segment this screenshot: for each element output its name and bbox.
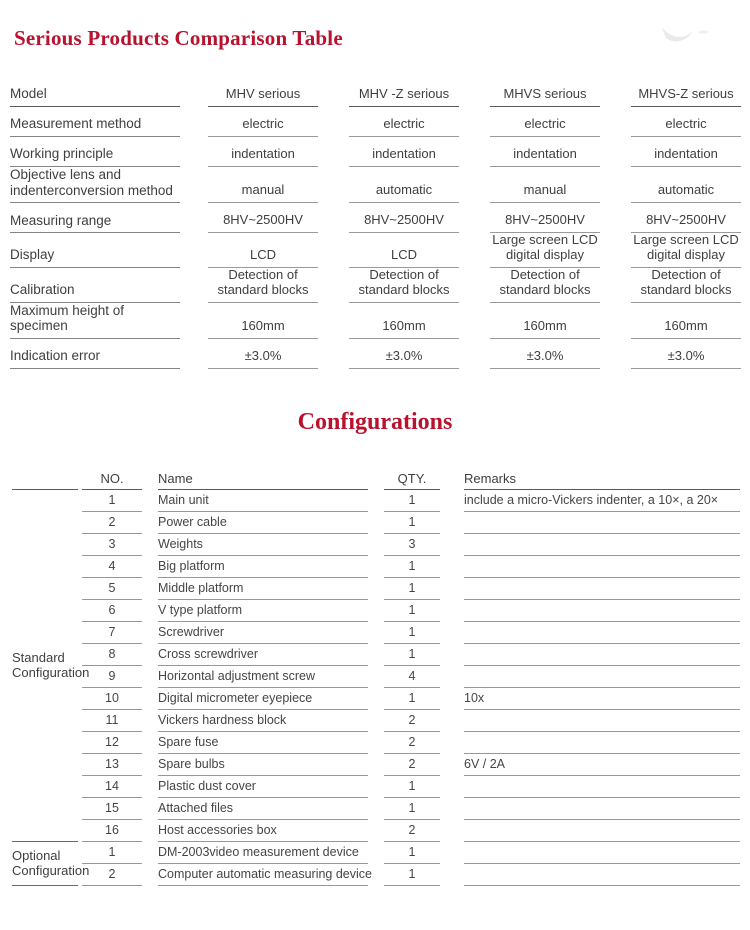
- group-label-optional: Optional Configuration: [12, 842, 78, 886]
- cell-name: Screwdriver: [158, 626, 368, 644]
- cell-qty: 3: [384, 538, 440, 556]
- cell-value: 8HV~2500HV: [208, 213, 318, 233]
- cell-qty: 1: [384, 516, 440, 534]
- column-header-mhv: MHV serious: [208, 87, 318, 107]
- corner-smudge-decoration: [642, 26, 712, 56]
- cell-name: Big platform: [158, 560, 368, 578]
- cell-no: 15: [82, 802, 142, 820]
- cell-qty: 1: [384, 846, 440, 864]
- cell-value: ±3.0%: [349, 349, 459, 369]
- cell-remarks: [464, 882, 740, 886]
- table-row: [82, 754, 740, 776]
- cell-value: ±3.0%: [631, 349, 741, 369]
- row-label: Indication error: [10, 348, 180, 369]
- table-row: [82, 644, 740, 666]
- cell-no: 12: [82, 736, 142, 754]
- cell-no: 3: [82, 538, 142, 556]
- cell-qty: 4: [384, 670, 440, 688]
- cell-name: Computer automatic measuring device: [158, 868, 368, 886]
- configurations-title: Configurations: [297, 408, 453, 435]
- table-row: [0, 107, 750, 137]
- table-row: [82, 820, 740, 842]
- cell-value: Detection of standard blocks: [349, 268, 459, 303]
- cell-qty: 1: [384, 692, 440, 710]
- cell-qty: 2: [384, 758, 440, 776]
- cell-value: 8HV~2500HV: [631, 213, 741, 233]
- cell-value: Detection of standard blocks: [208, 268, 318, 303]
- cell-value: electric: [631, 117, 741, 137]
- cell-no: 11: [82, 714, 142, 732]
- cell-value: ±3.0%: [490, 349, 600, 369]
- cell-name: Weights: [158, 538, 368, 556]
- cell-name: Horizontal adjustment screw: [158, 670, 368, 688]
- cell-qty: 1: [384, 626, 440, 644]
- cell-value: automatic: [631, 183, 741, 203]
- cell-name: Digital micrometer eyepiece: [158, 692, 368, 710]
- cell-value: Detection of standard blocks: [490, 268, 600, 303]
- cell-value: 160mm: [631, 319, 741, 339]
- cell-value: 8HV~2500HV: [349, 213, 459, 233]
- cell-value: automatic: [349, 183, 459, 203]
- cell-qty: 1: [384, 582, 440, 600]
- cell-name: DM-2003video measurement device: [158, 846, 368, 864]
- cell-name: Middle platform: [158, 582, 368, 600]
- cell-qty: 2: [384, 824, 440, 842]
- table-row: [82, 666, 740, 688]
- row-label: Objective lens and indenterconversion method: [10, 167, 180, 203]
- cell-remarks: 10x: [464, 692, 740, 710]
- cell-no: 5: [82, 582, 142, 600]
- table-row: [82, 776, 740, 798]
- cell-no: 10: [82, 692, 142, 710]
- row-label: Measuring range: [10, 213, 180, 234]
- cell-no: 9: [82, 670, 142, 688]
- cell-value: LCD: [208, 248, 318, 268]
- table-row: [82, 710, 740, 732]
- cell-name: Cross screwdriver: [158, 648, 368, 666]
- table-row: [82, 578, 740, 600]
- cell-value: Large screen LCD digital display: [631, 233, 741, 268]
- cell-value: electric: [490, 117, 600, 137]
- table-row: [82, 842, 740, 864]
- cell-qty: 1: [384, 560, 440, 578]
- cell-qty: 1: [384, 802, 440, 820]
- group-column-header-spacer: [12, 464, 78, 490]
- cell-no: 4: [82, 560, 142, 578]
- cell-qty: 1: [384, 780, 440, 798]
- column-header-model: Model: [10, 86, 180, 107]
- table-row: [82, 688, 740, 710]
- configurations-table: [12, 464, 750, 886]
- cell-no: 14: [82, 780, 142, 798]
- table-row: [82, 732, 740, 754]
- cell-value: ±3.0%: [208, 349, 318, 369]
- column-header-remarks: Remarks: [464, 472, 740, 490]
- cell-no: 1: [82, 494, 142, 512]
- cell-remarks: 6V / 2A: [464, 758, 740, 776]
- cell-value: indentation: [490, 147, 600, 167]
- cell-value: indentation: [631, 147, 741, 167]
- cell-qty: 1: [384, 868, 440, 886]
- config-rows: [82, 464, 740, 886]
- cell-name: Spare bulbs: [158, 758, 368, 776]
- cell-value: electric: [208, 117, 318, 137]
- cell-value: indentation: [349, 147, 459, 167]
- column-header-qty: QTY.: [384, 472, 440, 490]
- table-row: [82, 490, 740, 512]
- cell-name: Vickers hardness block: [158, 714, 368, 732]
- table-row: [82, 622, 740, 644]
- cell-value: manual: [490, 183, 600, 203]
- table-row: [0, 203, 750, 233]
- cell-qty: 2: [384, 736, 440, 754]
- table-row: [0, 137, 750, 167]
- cell-value: manual: [208, 183, 318, 203]
- config-header-row: [82, 464, 740, 490]
- cell-no: 7: [82, 626, 142, 644]
- row-label: Display: [10, 247, 180, 268]
- table-row: [0, 339, 750, 369]
- row-label: Measurement method: [10, 116, 180, 137]
- table-row: [0, 233, 750, 268]
- table-row: [82, 512, 740, 534]
- table-row: [82, 798, 740, 820]
- column-header-mhv-z: MHV -Z serious: [349, 87, 459, 107]
- table-row: [0, 303, 750, 339]
- cell-no: 6: [82, 604, 142, 622]
- cell-value: indentation: [208, 147, 318, 167]
- cell-value: Large screen LCD digital display: [490, 233, 600, 268]
- cell-value: 160mm: [490, 319, 600, 339]
- cell-name: Spare fuse: [158, 736, 368, 754]
- table-row: [82, 864, 740, 886]
- row-label: Maximum height of specimen: [10, 303, 180, 339]
- cell-no: 2: [82, 516, 142, 534]
- row-label: Calibration: [10, 282, 180, 303]
- cell-value: 8HV~2500HV: [490, 213, 600, 233]
- cell-no: 1: [82, 846, 142, 864]
- config-group-column: [12, 464, 90, 886]
- table-row: [82, 534, 740, 556]
- cell-name: V type platform: [158, 604, 368, 622]
- cell-no: 16: [82, 824, 142, 842]
- row-label: Working principle: [10, 146, 180, 167]
- cell-no: 13: [82, 758, 142, 776]
- cell-value: 160mm: [349, 319, 459, 339]
- cell-name: Host accessories box: [158, 824, 368, 842]
- column-header-mhvs: MHVS serious: [490, 87, 600, 107]
- table-row: [82, 556, 740, 578]
- cell-name: Attached files: [158, 802, 368, 820]
- column-header-mhvs-z: MHVS-Z serious: [631, 87, 741, 107]
- comparison-table-title: Serious Products Comparison Table: [14, 26, 343, 50]
- cell-name: Power cable: [158, 516, 368, 534]
- table-row: [0, 268, 750, 303]
- cell-qty: 1: [384, 648, 440, 666]
- cell-remarks: include a micro-Vickers indenter, a 10×, a 20×: [464, 494, 740, 512]
- cell-value: Detection of standard blocks: [631, 268, 741, 303]
- cell-name: Main unit: [158, 494, 368, 512]
- cell-qty: 1: [384, 604, 440, 622]
- cell-name: Plastic dust cover: [158, 780, 368, 798]
- group-label-standard: Standard Configuration: [12, 490, 78, 842]
- cell-qty: 2: [384, 714, 440, 732]
- cell-qty: 1: [384, 494, 440, 512]
- table-row: [0, 167, 750, 203]
- cell-value: 160mm: [208, 319, 318, 339]
- column-header-name: Name: [158, 472, 368, 490]
- table-row: [82, 600, 740, 622]
- comparison-table: [0, 83, 750, 369]
- column-header-no: NO.: [82, 472, 142, 490]
- cell-no: 2: [82, 868, 142, 886]
- cell-value: LCD: [349, 248, 459, 268]
- cell-no: 8: [82, 648, 142, 666]
- cell-value: electric: [349, 117, 459, 137]
- comparison-header-row: [0, 83, 750, 107]
